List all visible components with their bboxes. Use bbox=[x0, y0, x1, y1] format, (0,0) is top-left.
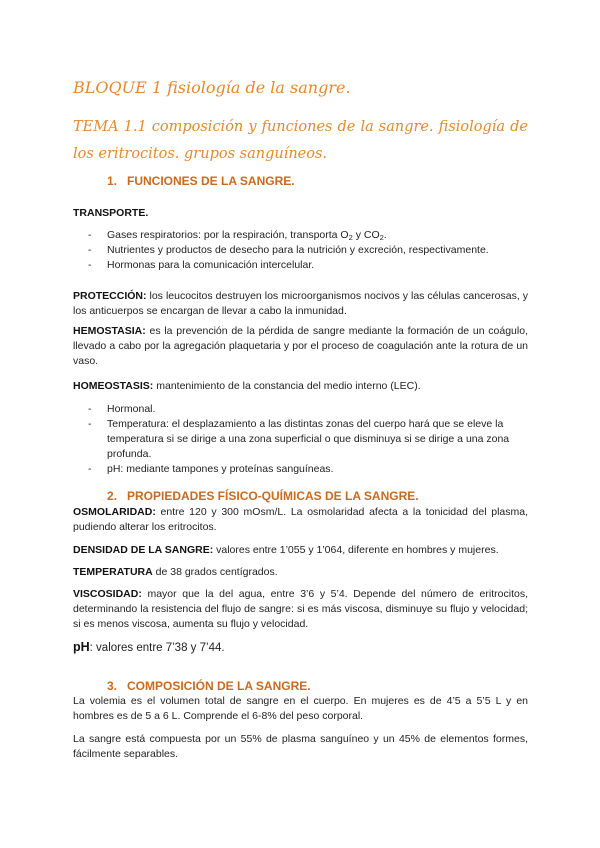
osmolaridad-paragraph: OSMOLARIDAD: entre 120 y 300 mOsm/L. La osmolaridad afecta a la tonicidad del plasma, pudiendo alterar los eritrocitos. bbox=[73, 506, 528, 533]
block-title: BLOQUE 1 fisiología de la sangre. bbox=[73, 78, 351, 97]
viscosidad-label: VISCOSIDAD: bbox=[73, 588, 142, 600]
densidad-paragraph: DENSIDAD DE LA SANGRE: valores entre 1’055 y 1’064, diferente en hombres y mujeres. bbox=[73, 544, 499, 556]
viscosidad-paragraph: VISCOSIDAD: mayor que la del agua, entre 3’6 y 5’4. Depende del número de eritrocitos, determinando la resistencia del flujo de sangre: si es más viscosa, disminuye su flujo y velocidad; si es menos viscosa, aumenta su flujo y velocidad. bbox=[73, 588, 528, 630]
list-item: - pH: mediante tampones y proteínas sanguíneas. bbox=[88, 463, 334, 475]
hemostasia-paragraph: HEMOSTASIA: es la prevención de la pérdida de sangre mediante la formación de un coágulo, llevado a cabo por la agregación plaquetaria y por el proceso de coagulación ante la rotura de un vaso. bbox=[73, 325, 528, 367]
proteccion-label: PROTECCIÓN: bbox=[73, 290, 147, 302]
section-2-heading bbox=[107, 489, 419, 503]
densidad-label: DENSIDAD DE LA SANGRE: bbox=[73, 544, 214, 556]
topic-title: TEMA 1.1 composición y funciones de la sangre. fisiología de los eritrocitos. grupos sanguíneos. bbox=[73, 119, 528, 162]
section-2-number: 2. bbox=[107, 489, 118, 503]
homeostasis-paragraph: HOMEOSTASIS: mantenimiento de la constancia del medio interno (LEC). bbox=[73, 380, 421, 392]
proteccion-paragraph: PROTECCIÓN: los leucocitos destruyen los microorganismos nocivos y las células cancerosas, y los anticuerpos se encargan de llevar a cabo la inmunidad. bbox=[73, 290, 528, 317]
homeostasis-list bbox=[88, 402, 528, 477]
transporte-label: TRANSPORTE. bbox=[73, 207, 149, 219]
osmolaridad-label: OSMOLARIDAD: bbox=[73, 506, 156, 518]
list-item: - Temperatura: el desplazamiento a las distintas zonas del cuerpo hará que se eleve la temperatura si se dirige a una zona superficial o que disminuya si se dirige a una zona profunda. bbox=[88, 418, 510, 460]
ph-label: pH bbox=[73, 640, 90, 654]
transporte-list bbox=[88, 228, 528, 273]
section-1-number: 1. bbox=[107, 174, 118, 188]
list-item: - Hormonas para la comunicación intercelular. bbox=[88, 259, 315, 271]
list-item: - Nutrientes y productos de desecho para la nutrición y excreción, respectivamente. bbox=[88, 244, 489, 256]
temperatura-paragraph: TEMPERATURA de 38 grados centígrados. bbox=[73, 566, 278, 578]
ph-paragraph: pH: valores entre 7’38 y 7’44. bbox=[73, 640, 225, 654]
temperatura-label: TEMPERATURA bbox=[73, 566, 153, 578]
section-2-title: PROPIEDADES FÍSICO-QUÍMICAS DE LA SANGRE. bbox=[127, 489, 419, 503]
section-1-title: FUNCIONES DE LA SANGRE. bbox=[127, 174, 295, 188]
homeostasis-label: HOMEOSTASIS: bbox=[73, 380, 154, 392]
section-1-heading bbox=[107, 174, 295, 188]
list-item: - Gases respiratorios: por la respiración, transporta $O_2$ y $CO_2$. bbox=[88, 229, 387, 242]
composicion-paragraph-2: La sangre está compuesta por un 55% de plasma sanguíneo y un 45% de elementos formes, fácilmente separables. bbox=[73, 733, 528, 760]
section-3-heading bbox=[107, 679, 311, 693]
section-3-number: 3. bbox=[107, 679, 118, 693]
hemostasia-label: HEMOSTASIA: bbox=[73, 325, 146, 337]
section-3-title: COMPOSICIÓN DE LA SANGRE. bbox=[127, 679, 311, 693]
list-item: - Hormonal. bbox=[88, 403, 156, 415]
composicion-paragraph-1: La volemia es el volumen total de sangre en el cuerpo. En mujeres es de 4’5 a 5’5 L y en hombres es de 5 a 6 L. Comprende el 6-8% del peso corporal. bbox=[73, 695, 528, 722]
